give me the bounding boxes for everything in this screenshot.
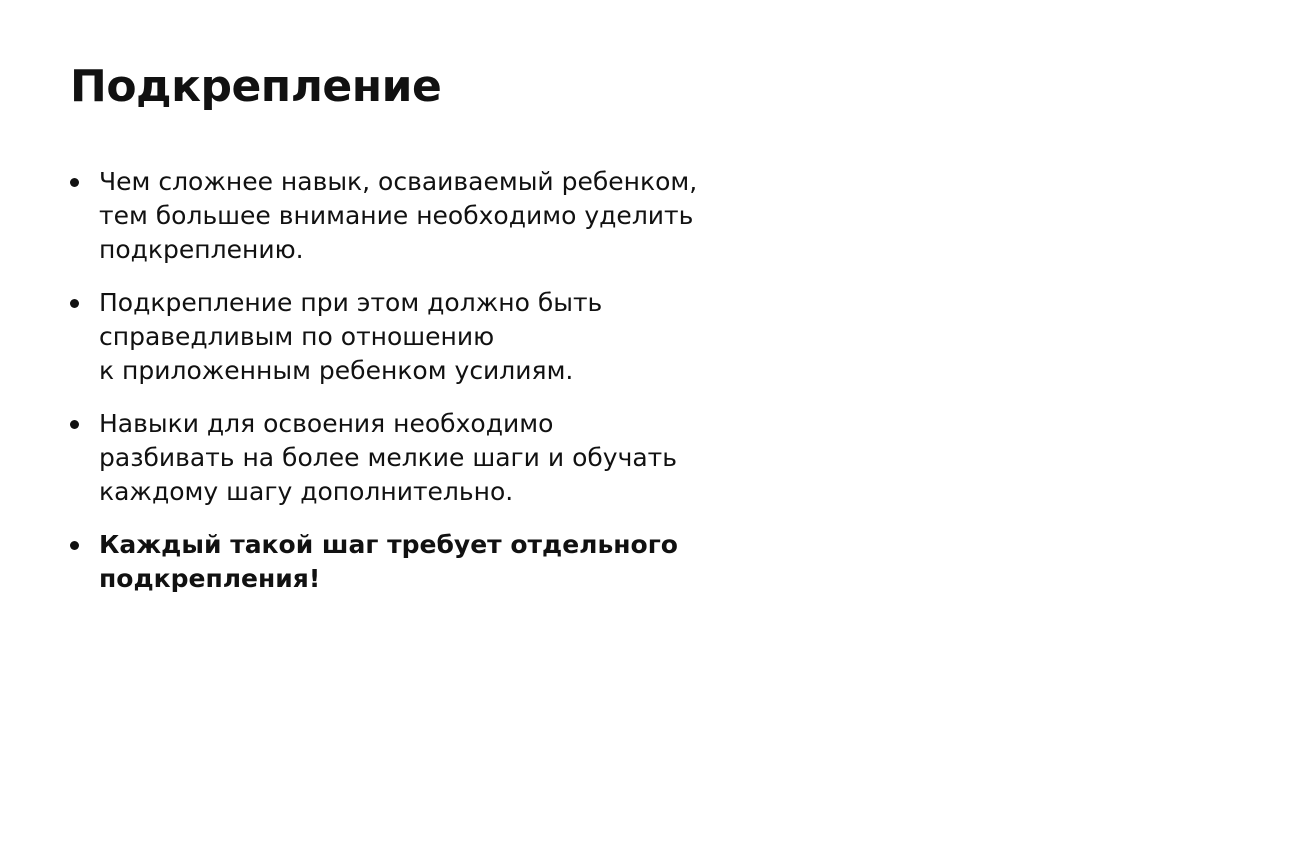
bullet-item (70, 165, 750, 267)
bullet-line: каждому шагу дополнительно. (99, 477, 514, 506)
bullet-item-emphasis (70, 528, 750, 596)
bullet-list (70, 165, 750, 615)
bullet-dot-icon (70, 178, 79, 187)
bullet-item (70, 407, 750, 509)
bullet-dot-icon (70, 541, 79, 550)
slide-title: Подкрепление (70, 61, 442, 112)
bullet-line: подкреплению. (99, 235, 304, 264)
bullet-item (70, 286, 750, 388)
bullet-line: тем большее внимание необходимо уделить (99, 201, 694, 230)
bullet-dot-icon (70, 420, 79, 429)
bullet-line: Каждый такой шаг требует отдельного (99, 530, 678, 559)
bullet-line: Чем сложнее навык, осваиваемый ребенком, (99, 167, 698, 196)
bullet-line: подкрепления! (99, 564, 321, 593)
bullet-line: справедливым по отношению (99, 322, 495, 351)
bullet-line: Навыки для освоения необходимо (99, 409, 554, 438)
bullet-line: Подкрепление при этом должно быть (99, 288, 603, 317)
bullet-line: разбивать на более мелкие шаги и обучать (99, 443, 677, 472)
bullet-line: к приложенным ребенком усилиям. (99, 356, 574, 385)
bullet-dot-icon (70, 299, 79, 308)
